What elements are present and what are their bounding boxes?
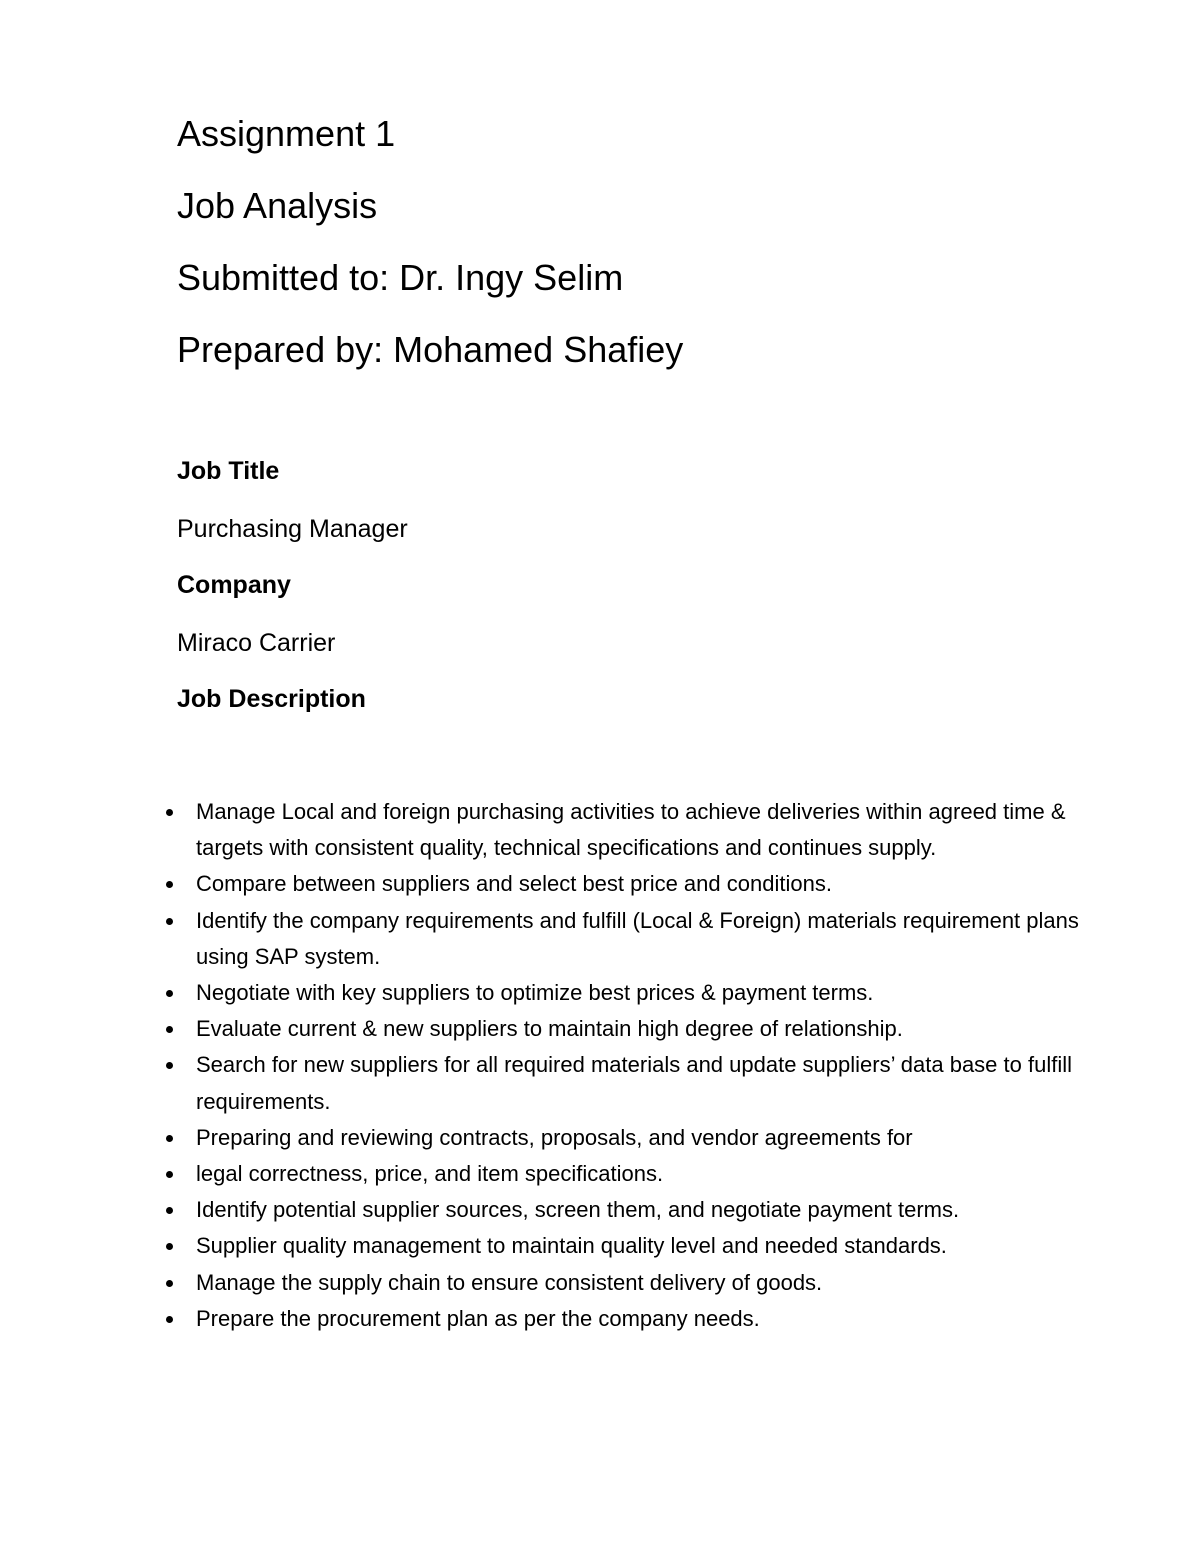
list-item-text: Supplier quality management to maintain quality level and needed standards. (196, 1233, 947, 1259)
bullet-icon (166, 1026, 173, 1033)
list-item (160, 1047, 1120, 1119)
list-item-text: Search for new suppliers for all required materials and update suppliers’ data base to fulfill requirements. (196, 1052, 1072, 1114)
job-title-value: Purchasing Manager (177, 515, 408, 543)
bullet-icon (166, 990, 173, 997)
job-description-label: Job Description (177, 685, 366, 713)
company-value: Miraco Carrier (177, 629, 336, 657)
list-item-text: Evaluate current & new suppliers to maintain high degree of relationship. (196, 1016, 903, 1042)
list-item (160, 866, 1120, 902)
subject-title: Job Analysis (177, 185, 378, 226)
list-item (160, 1228, 1120, 1264)
bullet-icon (166, 881, 173, 888)
list-item-text: Identify the company requirements and fulfill (Local & Foreign) materials requirement plans using SAP system. (196, 907, 1079, 969)
list-item-text: Prepare the procurement plan as per the company needs. (196, 1305, 760, 1331)
list-item (160, 1011, 1120, 1047)
job-title-label: Job Title (177, 457, 280, 485)
list-item (160, 1265, 1120, 1301)
list-item (160, 1156, 1120, 1192)
bullet-icon (166, 1316, 173, 1323)
list-item-text: Manage Local and foreign purchasing activities to achieve deliveries within agreed time & targets with consistent quality, technical specifications and continues supply. (196, 799, 1066, 861)
list-item (160, 1192, 1120, 1228)
list-item-text: Compare between suppliers and select best price and conditions. (196, 871, 832, 897)
list-item-text: legal correctness, price, and item specifications. (196, 1161, 664, 1187)
list-item (160, 1301, 1120, 1337)
list-item-text: Preparing and reviewing contracts, proposals, and vendor agreements for (196, 1124, 913, 1150)
job-description-list (160, 794, 1120, 1337)
bullet-icon (166, 1062, 173, 1069)
bullet-icon (166, 918, 173, 925)
list-item (160, 1120, 1120, 1156)
bullet-icon (166, 1243, 173, 1250)
list-item (160, 975, 1120, 1011)
list-item (160, 794, 1120, 866)
list-item-text: Manage the supply chain to ensure consistent delivery of goods. (196, 1269, 823, 1295)
list-item (160, 903, 1120, 975)
title-block (177, 112, 683, 400)
bullet-icon (166, 1171, 173, 1178)
bullet-icon (166, 1135, 173, 1142)
job-details (177, 454, 408, 740)
prepared-by: Prepared by: Mohamed Shafiey (177, 329, 684, 370)
bullet-icon (166, 1207, 173, 1214)
submitted-to: Submitted to: Dr. Ingy Selim (177, 257, 624, 298)
assignment-title: Assignment 1 (177, 113, 396, 154)
company-label: Company (177, 571, 291, 599)
bullet-icon (166, 1280, 173, 1287)
list-item-text: Negotiate with key suppliers to optimize best prices & payment terms. (196, 980, 874, 1006)
list-item-text: Identify potential supplier sources, screen them, and negotiate payment terms. (196, 1197, 960, 1223)
bullet-icon (166, 809, 173, 816)
